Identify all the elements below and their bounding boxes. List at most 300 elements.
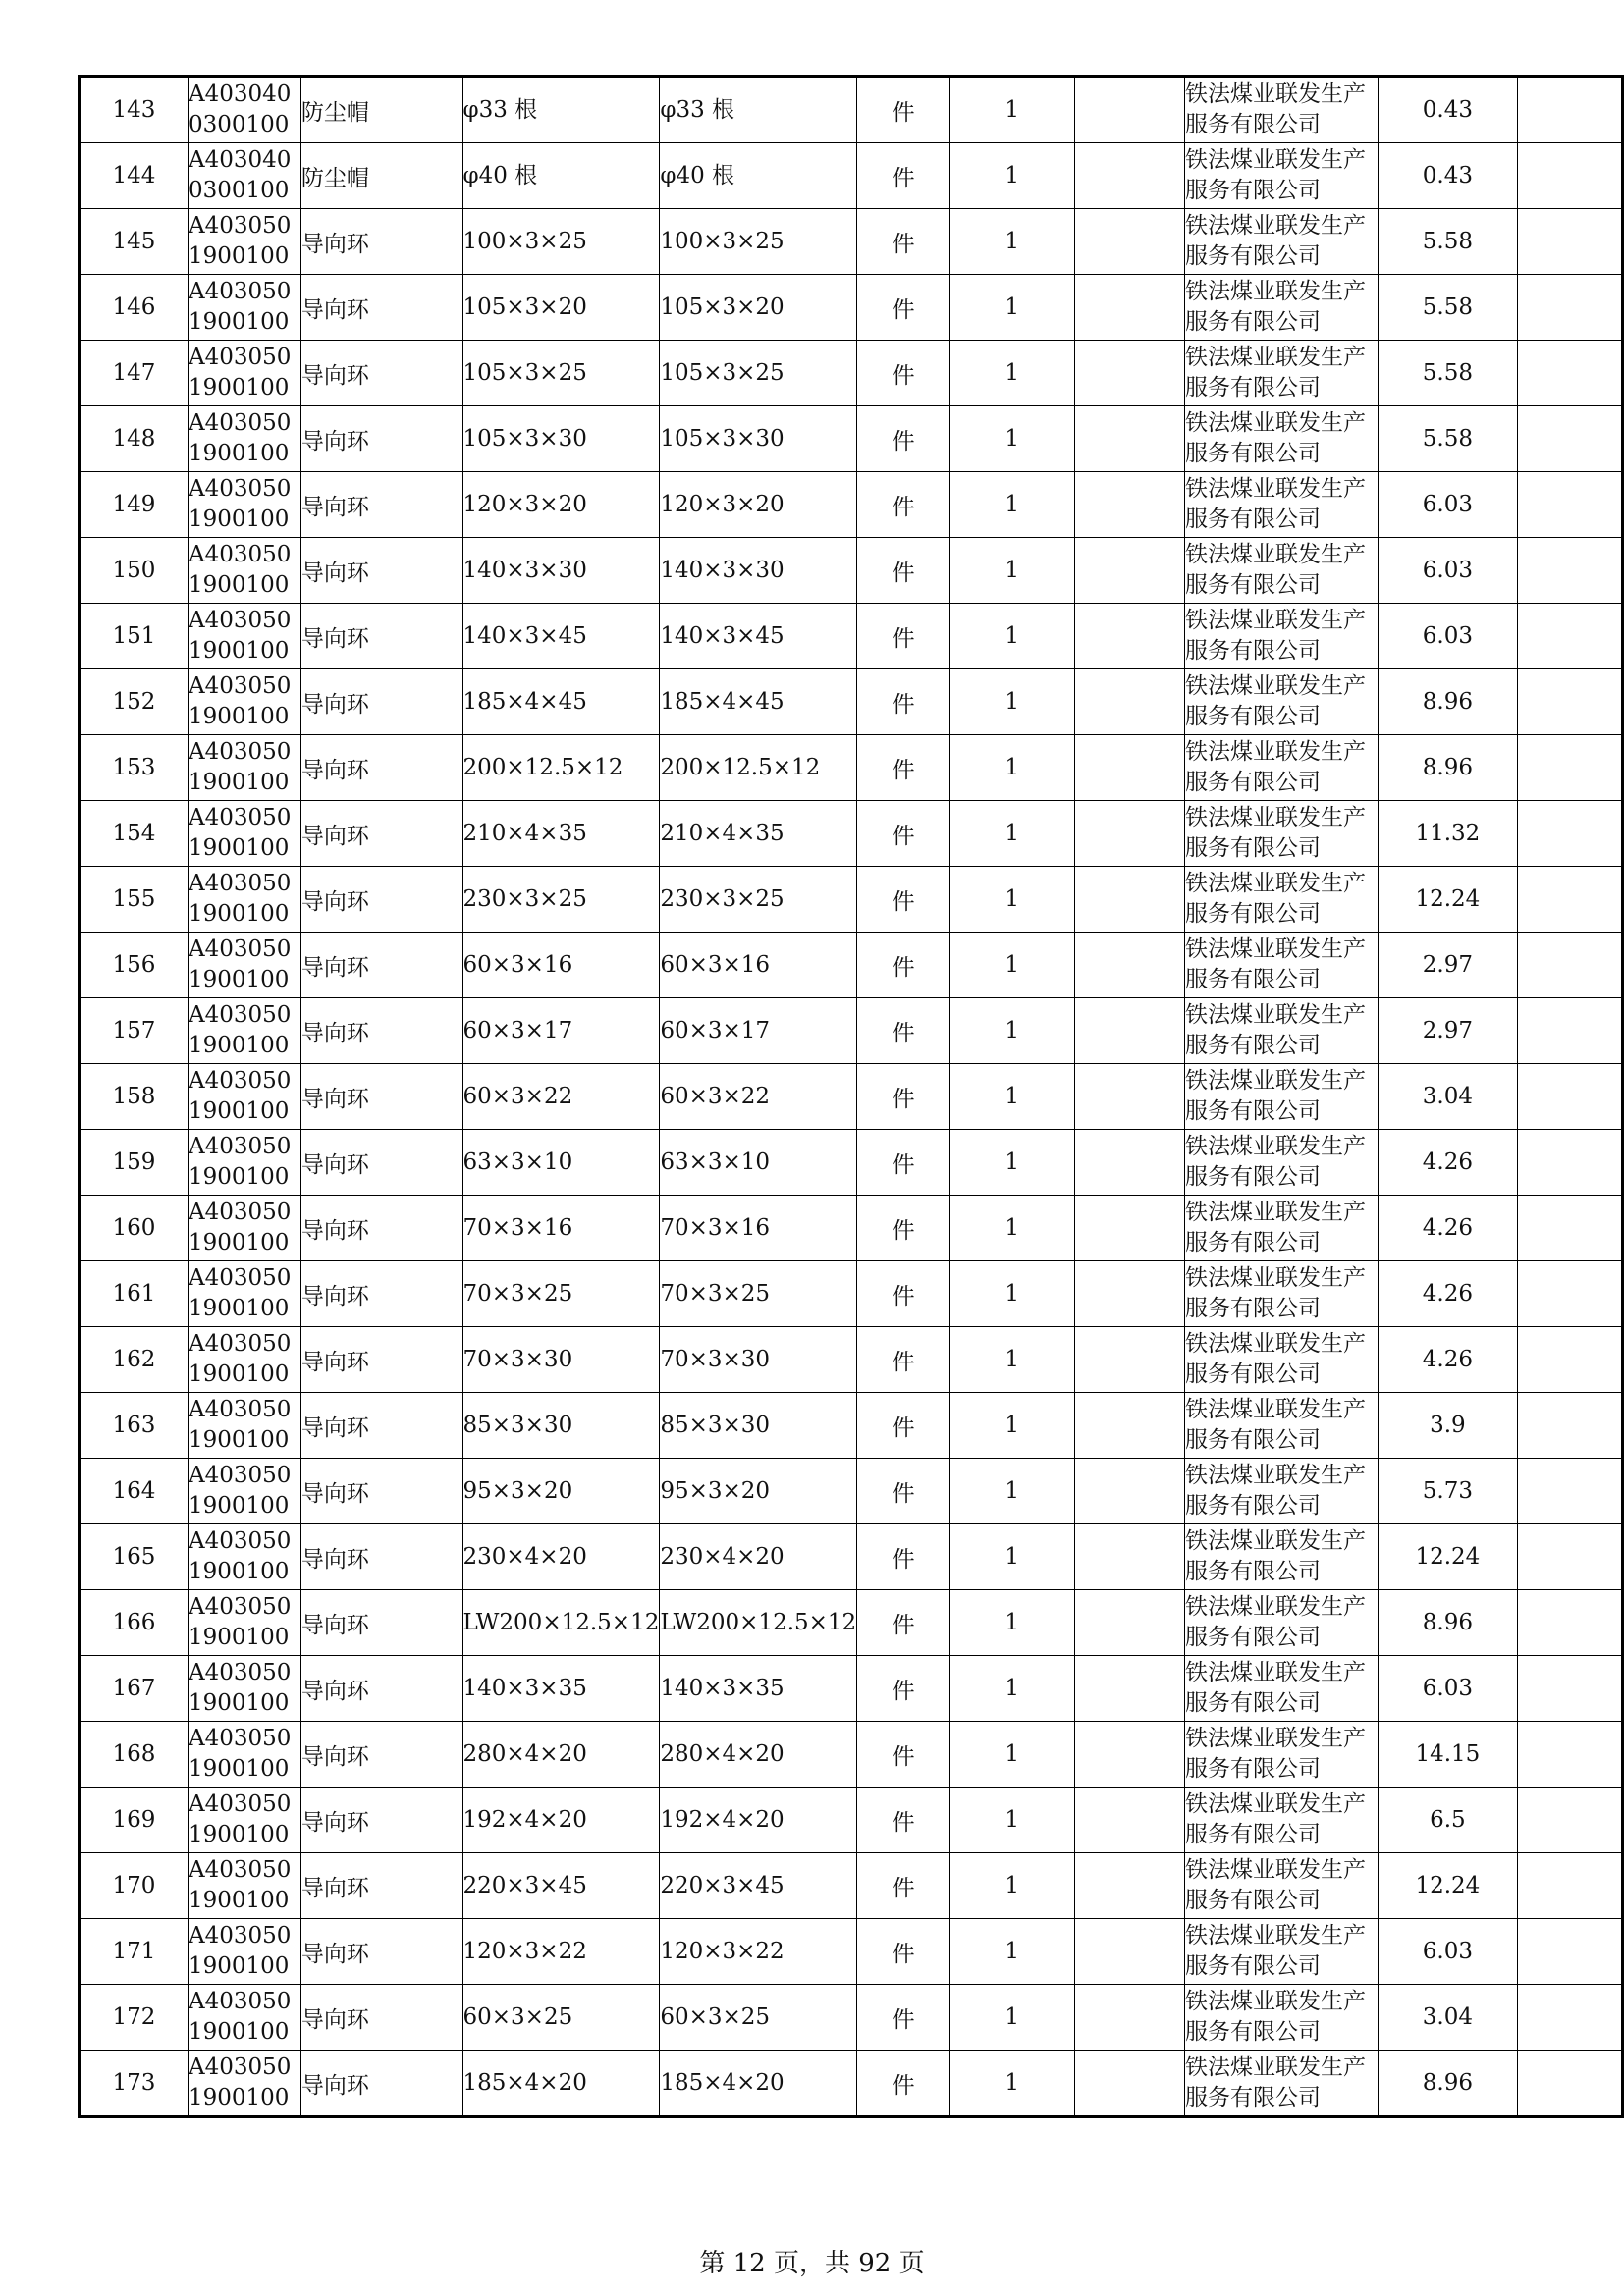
remark (1518, 1722, 1623, 1788)
unit: 件 (857, 1788, 950, 1853)
table-row (80, 998, 1623, 1064)
unit-price: 3.04 (1378, 1985, 1518, 2051)
unit: 件 (857, 1919, 950, 1985)
note (1074, 1261, 1185, 1327)
model: φ40 根 (660, 143, 857, 209)
supplier: 铁法煤业联发生产服务有限公司 (1185, 143, 1379, 209)
table-row (80, 1788, 1623, 1853)
quantity: 1 (949, 604, 1074, 669)
unit: 件 (857, 209, 950, 275)
row-index: 156 (80, 933, 189, 998)
table-row (80, 1064, 1623, 1130)
remark (1518, 538, 1623, 604)
row-index: 159 (80, 1130, 189, 1196)
material-code: A4030501900100 (188, 406, 300, 472)
note (1074, 1524, 1185, 1590)
remark (1518, 275, 1623, 341)
row-index: 143 (80, 77, 189, 143)
remark (1518, 1064, 1623, 1130)
material-name: 导向环 (300, 538, 462, 604)
unit-price: 0.43 (1378, 77, 1518, 143)
note (1074, 209, 1185, 275)
note (1074, 341, 1185, 406)
specification: 60×3×25 (462, 1985, 660, 2051)
remark (1518, 998, 1623, 1064)
unit: 件 (857, 1064, 950, 1130)
supplier: 铁法煤业联发生产服务有限公司 (1185, 1064, 1379, 1130)
material-code: A4030501900100 (188, 1853, 300, 1919)
note (1074, 1064, 1185, 1130)
unit: 件 (857, 933, 950, 998)
model: 120×3×22 (660, 1919, 857, 1985)
model: 200×12.5×12 (660, 735, 857, 801)
supplier: 铁法煤业联发生产服务有限公司 (1185, 1788, 1379, 1853)
note (1074, 143, 1185, 209)
material-code: A4030501900100 (188, 604, 300, 669)
row-index: 162 (80, 1327, 189, 1393)
model: 95×3×20 (660, 1459, 857, 1524)
note (1074, 1985, 1185, 2051)
remark (1518, 867, 1623, 933)
material-name: 导向环 (300, 933, 462, 998)
unit: 件 (857, 1722, 950, 1788)
table-row (80, 669, 1623, 735)
remark (1518, 1524, 1623, 1590)
material-code: A4030501900100 (188, 1130, 300, 1196)
material-code: A4030501900100 (188, 538, 300, 604)
model: 140×3×45 (660, 604, 857, 669)
material-name: 导向环 (300, 341, 462, 406)
model: φ33 根 (660, 77, 857, 143)
remark (1518, 1261, 1623, 1327)
specification: 230×4×20 (462, 1524, 660, 1590)
supplier: 铁法煤业联发生产服务有限公司 (1185, 1459, 1379, 1524)
unit: 件 (857, 1590, 950, 1656)
quantity: 1 (949, 1656, 1074, 1722)
table-row (80, 1919, 1623, 1985)
supplier: 铁法煤业联发生产服务有限公司 (1185, 406, 1379, 472)
material-name: 防尘帽 (300, 143, 462, 209)
remark (1518, 1656, 1623, 1722)
row-index: 164 (80, 1459, 189, 1524)
table-row (80, 801, 1623, 867)
supplier: 铁法煤业联发生产服务有限公司 (1185, 1985, 1379, 2051)
quantity: 1 (949, 406, 1074, 472)
unit-price: 0.43 (1378, 143, 1518, 209)
material-code: A4030501900100 (188, 1656, 300, 1722)
material-name: 导向环 (300, 209, 462, 275)
material-name: 导向环 (300, 1130, 462, 1196)
model: 230×4×20 (660, 1524, 857, 1590)
model: 85×3×30 (660, 1393, 857, 1459)
material-name: 导向环 (300, 735, 462, 801)
unit-price: 2.97 (1378, 933, 1518, 998)
material-name: 导向环 (300, 1261, 462, 1327)
material-name: 导向环 (300, 1393, 462, 1459)
unit: 件 (857, 143, 950, 209)
note (1074, 801, 1185, 867)
table-row (80, 867, 1623, 933)
unit-price: 12.24 (1378, 1524, 1518, 1590)
note (1074, 1590, 1185, 1656)
material-name: 导向环 (300, 669, 462, 735)
specification: 280×4×20 (462, 1722, 660, 1788)
material-name: 导向环 (300, 1459, 462, 1524)
note (1074, 2051, 1185, 2117)
supplier: 铁法煤业联发生产服务有限公司 (1185, 801, 1379, 867)
remark (1518, 933, 1623, 998)
note (1074, 1130, 1185, 1196)
specification: 210×4×35 (462, 801, 660, 867)
table-row (80, 1985, 1623, 2051)
material-code: A4030501900100 (188, 735, 300, 801)
remark (1518, 472, 1623, 538)
table-body (80, 77, 1623, 2117)
unit: 件 (857, 604, 950, 669)
unit: 件 (857, 669, 950, 735)
unit-price: 8.96 (1378, 1590, 1518, 1656)
unit-price: 8.96 (1378, 669, 1518, 735)
specification: 120×3×22 (462, 1919, 660, 1985)
table-row (80, 1459, 1623, 1524)
table-row (80, 77, 1623, 143)
remark (1518, 1196, 1623, 1261)
specification: 230×3×25 (462, 867, 660, 933)
table-row (80, 1722, 1623, 1788)
quantity: 1 (949, 1788, 1074, 1853)
unit: 件 (857, 998, 950, 1064)
remark (1518, 735, 1623, 801)
supplier: 铁法煤业联发生产服务有限公司 (1185, 1196, 1379, 1261)
unit-price: 11.32 (1378, 801, 1518, 867)
note (1074, 472, 1185, 538)
material-name: 导向环 (300, 1196, 462, 1261)
row-index: 165 (80, 1524, 189, 1590)
unit-price: 5.58 (1378, 275, 1518, 341)
material-code: A4030501900100 (188, 1064, 300, 1130)
material-code: A4030400300100 (188, 77, 300, 143)
note (1074, 604, 1185, 669)
table-row (80, 933, 1623, 998)
note (1074, 1459, 1185, 1524)
table-row (80, 1853, 1623, 1919)
material-code: A4030501900100 (188, 275, 300, 341)
specification: 60×3×22 (462, 1064, 660, 1130)
row-index: 173 (80, 2051, 189, 2117)
model: 105×3×25 (660, 341, 857, 406)
unit-price: 6.03 (1378, 538, 1518, 604)
model: 120×3×20 (660, 472, 857, 538)
table-row (80, 1656, 1623, 1722)
model: 60×3×17 (660, 998, 857, 1064)
unit: 件 (857, 275, 950, 341)
unit-price: 8.96 (1378, 735, 1518, 801)
unit: 件 (857, 735, 950, 801)
material-name: 导向环 (300, 2051, 462, 2117)
supplier: 铁法煤业联发生产服务有限公司 (1185, 275, 1379, 341)
model: 185×4×45 (660, 669, 857, 735)
material-name: 导向环 (300, 998, 462, 1064)
quantity: 1 (949, 1196, 1074, 1261)
model: 60×3×16 (660, 933, 857, 998)
row-index: 166 (80, 1590, 189, 1656)
model: 70×3×16 (660, 1196, 857, 1261)
material-name: 导向环 (300, 1919, 462, 1985)
unit: 件 (857, 867, 950, 933)
material-code: A4030501900100 (188, 1196, 300, 1261)
row-index: 144 (80, 143, 189, 209)
material-name: 导向环 (300, 1853, 462, 1919)
unit-price: 14.15 (1378, 1722, 1518, 1788)
model: 210×4×35 (660, 801, 857, 867)
quantity: 1 (949, 472, 1074, 538)
row-index: 152 (80, 669, 189, 735)
material-code: A4030501900100 (188, 1722, 300, 1788)
note (1074, 933, 1185, 998)
note (1074, 1919, 1185, 1985)
specification: 60×3×16 (462, 933, 660, 998)
model: 140×3×30 (660, 538, 857, 604)
row-index: 163 (80, 1393, 189, 1459)
remark (1518, 1985, 1623, 2051)
table-row (80, 275, 1623, 341)
specification: 185×4×20 (462, 2051, 660, 2117)
note (1074, 867, 1185, 933)
unit: 件 (857, 1196, 950, 1261)
row-index: 169 (80, 1788, 189, 1853)
unit-price: 6.03 (1378, 604, 1518, 669)
unit: 件 (857, 2051, 950, 2117)
supplier: 铁法煤业联发生产服务有限公司 (1185, 1261, 1379, 1327)
material-code: A4030501900100 (188, 1261, 300, 1327)
quantity: 1 (949, 867, 1074, 933)
table-row (80, 1393, 1623, 1459)
material-name: 导向环 (300, 1656, 462, 1722)
model: LW200×12.5×12 (660, 1590, 857, 1656)
note (1074, 538, 1185, 604)
unit: 件 (857, 801, 950, 867)
table-row (80, 735, 1623, 801)
unit: 件 (857, 1656, 950, 1722)
quantity: 1 (949, 1327, 1074, 1393)
supplier: 铁法煤业联发生产服务有限公司 (1185, 1327, 1379, 1393)
quantity: 1 (949, 1590, 1074, 1656)
model: 100×3×25 (660, 209, 857, 275)
remark (1518, 406, 1623, 472)
unit-price: 5.58 (1378, 341, 1518, 406)
material-code: A4030501900100 (188, 209, 300, 275)
quantity: 1 (949, 341, 1074, 406)
row-index: 160 (80, 1196, 189, 1261)
material-code: A4030501900100 (188, 867, 300, 933)
specification: 120×3×20 (462, 472, 660, 538)
supplier: 铁法煤业联发生产服务有限公司 (1185, 998, 1379, 1064)
unit-price: 5.73 (1378, 1459, 1518, 1524)
material-name: 导向环 (300, 1327, 462, 1393)
specification: 63×3×10 (462, 1130, 660, 1196)
model: 140×3×35 (660, 1656, 857, 1722)
note (1074, 1656, 1185, 1722)
row-index: 149 (80, 472, 189, 538)
quantity: 1 (949, 143, 1074, 209)
material-code: A4030501900100 (188, 1459, 300, 1524)
note (1074, 735, 1185, 801)
supplier: 铁法煤业联发生产服务有限公司 (1185, 1524, 1379, 1590)
supplier: 铁法煤业联发生产服务有限公司 (1185, 1590, 1379, 1656)
unit-price: 12.24 (1378, 1853, 1518, 1919)
material-name: 导向环 (300, 275, 462, 341)
unit-price: 6.03 (1378, 472, 1518, 538)
remark (1518, 669, 1623, 735)
specification: 185×4×45 (462, 669, 660, 735)
row-index: 154 (80, 801, 189, 867)
remark (1518, 1393, 1623, 1459)
specification: 60×3×17 (462, 998, 660, 1064)
material-code: A4030501900100 (188, 1327, 300, 1393)
table-row (80, 143, 1623, 209)
material-code: A4030501900100 (188, 1788, 300, 1853)
note (1074, 406, 1185, 472)
quantity: 1 (949, 1130, 1074, 1196)
row-index: 158 (80, 1064, 189, 1130)
supplier: 铁法煤业联发生产服务有限公司 (1185, 1853, 1379, 1919)
material-code: A4030501900100 (188, 1524, 300, 1590)
table-row (80, 2051, 1623, 2117)
material-code: A4030501900100 (188, 933, 300, 998)
table-row (80, 1524, 1623, 1590)
table-row (80, 538, 1623, 604)
specification: 105×3×20 (462, 275, 660, 341)
quantity: 1 (949, 538, 1074, 604)
unit-price: 8.96 (1378, 2051, 1518, 2117)
material-name: 防尘帽 (300, 77, 462, 143)
specification: 85×3×30 (462, 1393, 660, 1459)
unit: 件 (857, 1261, 950, 1327)
model: 220×3×45 (660, 1853, 857, 1919)
material-code: A4030400300100 (188, 143, 300, 209)
remark (1518, 1130, 1623, 1196)
note (1074, 1327, 1185, 1393)
unit-price: 3.9 (1378, 1393, 1518, 1459)
quantity: 1 (949, 669, 1074, 735)
material-name: 导向环 (300, 472, 462, 538)
material-name: 导向环 (300, 867, 462, 933)
table-row (80, 1261, 1623, 1327)
unit: 件 (857, 1524, 950, 1590)
material-code: A4030501900100 (188, 1590, 300, 1656)
note (1074, 1722, 1185, 1788)
unit: 件 (857, 1130, 950, 1196)
model: 185×4×20 (660, 2051, 857, 2117)
specification: 95×3×20 (462, 1459, 660, 1524)
model: 192×4×20 (660, 1788, 857, 1853)
row-index: 161 (80, 1261, 189, 1327)
supplier: 铁法煤业联发生产服务有限公司 (1185, 1393, 1379, 1459)
note (1074, 1196, 1185, 1261)
note (1074, 275, 1185, 341)
quantity: 1 (949, 801, 1074, 867)
unit: 件 (857, 472, 950, 538)
row-index: 146 (80, 275, 189, 341)
material-name: 导向环 (300, 1524, 462, 1590)
quantity: 1 (949, 1064, 1074, 1130)
row-index: 168 (80, 1722, 189, 1788)
remark (1518, 2051, 1623, 2117)
specification: 70×3×25 (462, 1261, 660, 1327)
supplier: 铁法煤业联发生产服务有限公司 (1185, 209, 1379, 275)
supplier: 铁法煤业联发生产服务有限公司 (1185, 604, 1379, 669)
note (1074, 77, 1185, 143)
specification: 140×3×35 (462, 1656, 660, 1722)
table-row (80, 406, 1623, 472)
specification: 105×3×25 (462, 341, 660, 406)
remark (1518, 209, 1623, 275)
model: 63×3×10 (660, 1130, 857, 1196)
material-code: A4030501900100 (188, 1985, 300, 2051)
supplier: 铁法煤业联发生产服务有限公司 (1185, 472, 1379, 538)
model: 230×3×25 (660, 867, 857, 933)
quantity: 1 (949, 1261, 1074, 1327)
row-index: 145 (80, 209, 189, 275)
model: 105×3×30 (660, 406, 857, 472)
quantity: 1 (949, 998, 1074, 1064)
remark (1518, 143, 1623, 209)
model: 105×3×20 (660, 275, 857, 341)
remark (1518, 1919, 1623, 1985)
model: 70×3×25 (660, 1261, 857, 1327)
supplier: 铁法煤业联发生产服务有限公司 (1185, 735, 1379, 801)
supplier: 铁法煤业联发生产服务有限公司 (1185, 1722, 1379, 1788)
remark (1518, 1327, 1623, 1393)
unit: 件 (857, 1853, 950, 1919)
table-row (80, 1130, 1623, 1196)
model: 280×4×20 (660, 1722, 857, 1788)
material-code: A4030501900100 (188, 2051, 300, 2117)
material-name: 导向环 (300, 1788, 462, 1853)
table-row (80, 1590, 1623, 1656)
quantity: 1 (949, 1524, 1074, 1590)
quantity: 1 (949, 1853, 1074, 1919)
remark (1518, 341, 1623, 406)
supplier: 铁法煤业联发生产服务有限公司 (1185, 669, 1379, 735)
model: 60×3×22 (660, 1064, 857, 1130)
unit-price: 4.26 (1378, 1327, 1518, 1393)
table-row (80, 604, 1623, 669)
quantity: 1 (949, 1393, 1074, 1459)
quantity: 1 (949, 1459, 1074, 1524)
model: 60×3×25 (660, 1985, 857, 2051)
quantity: 1 (949, 1722, 1074, 1788)
material-code: A4030501900100 (188, 341, 300, 406)
unit: 件 (857, 341, 950, 406)
note (1074, 998, 1185, 1064)
unit: 件 (857, 1459, 950, 1524)
row-index: 148 (80, 406, 189, 472)
material-name: 导向环 (300, 1064, 462, 1130)
supplier: 铁法煤业联发生产服务有限公司 (1185, 1656, 1379, 1722)
unit-price: 6.03 (1378, 1919, 1518, 1985)
note (1074, 1393, 1185, 1459)
material-code: A4030501900100 (188, 472, 300, 538)
material-name: 导向环 (300, 1722, 462, 1788)
supplier: 铁法煤业联发生产服务有限公司 (1185, 867, 1379, 933)
material-name: 导向环 (300, 1590, 462, 1656)
supplier: 铁法煤业联发生产服务有限公司 (1185, 933, 1379, 998)
supplier: 铁法煤业联发生产服务有限公司 (1185, 1919, 1379, 1985)
specification: 70×3×30 (462, 1327, 660, 1393)
specification: 70×3×16 (462, 1196, 660, 1261)
material-code: A4030501900100 (188, 801, 300, 867)
